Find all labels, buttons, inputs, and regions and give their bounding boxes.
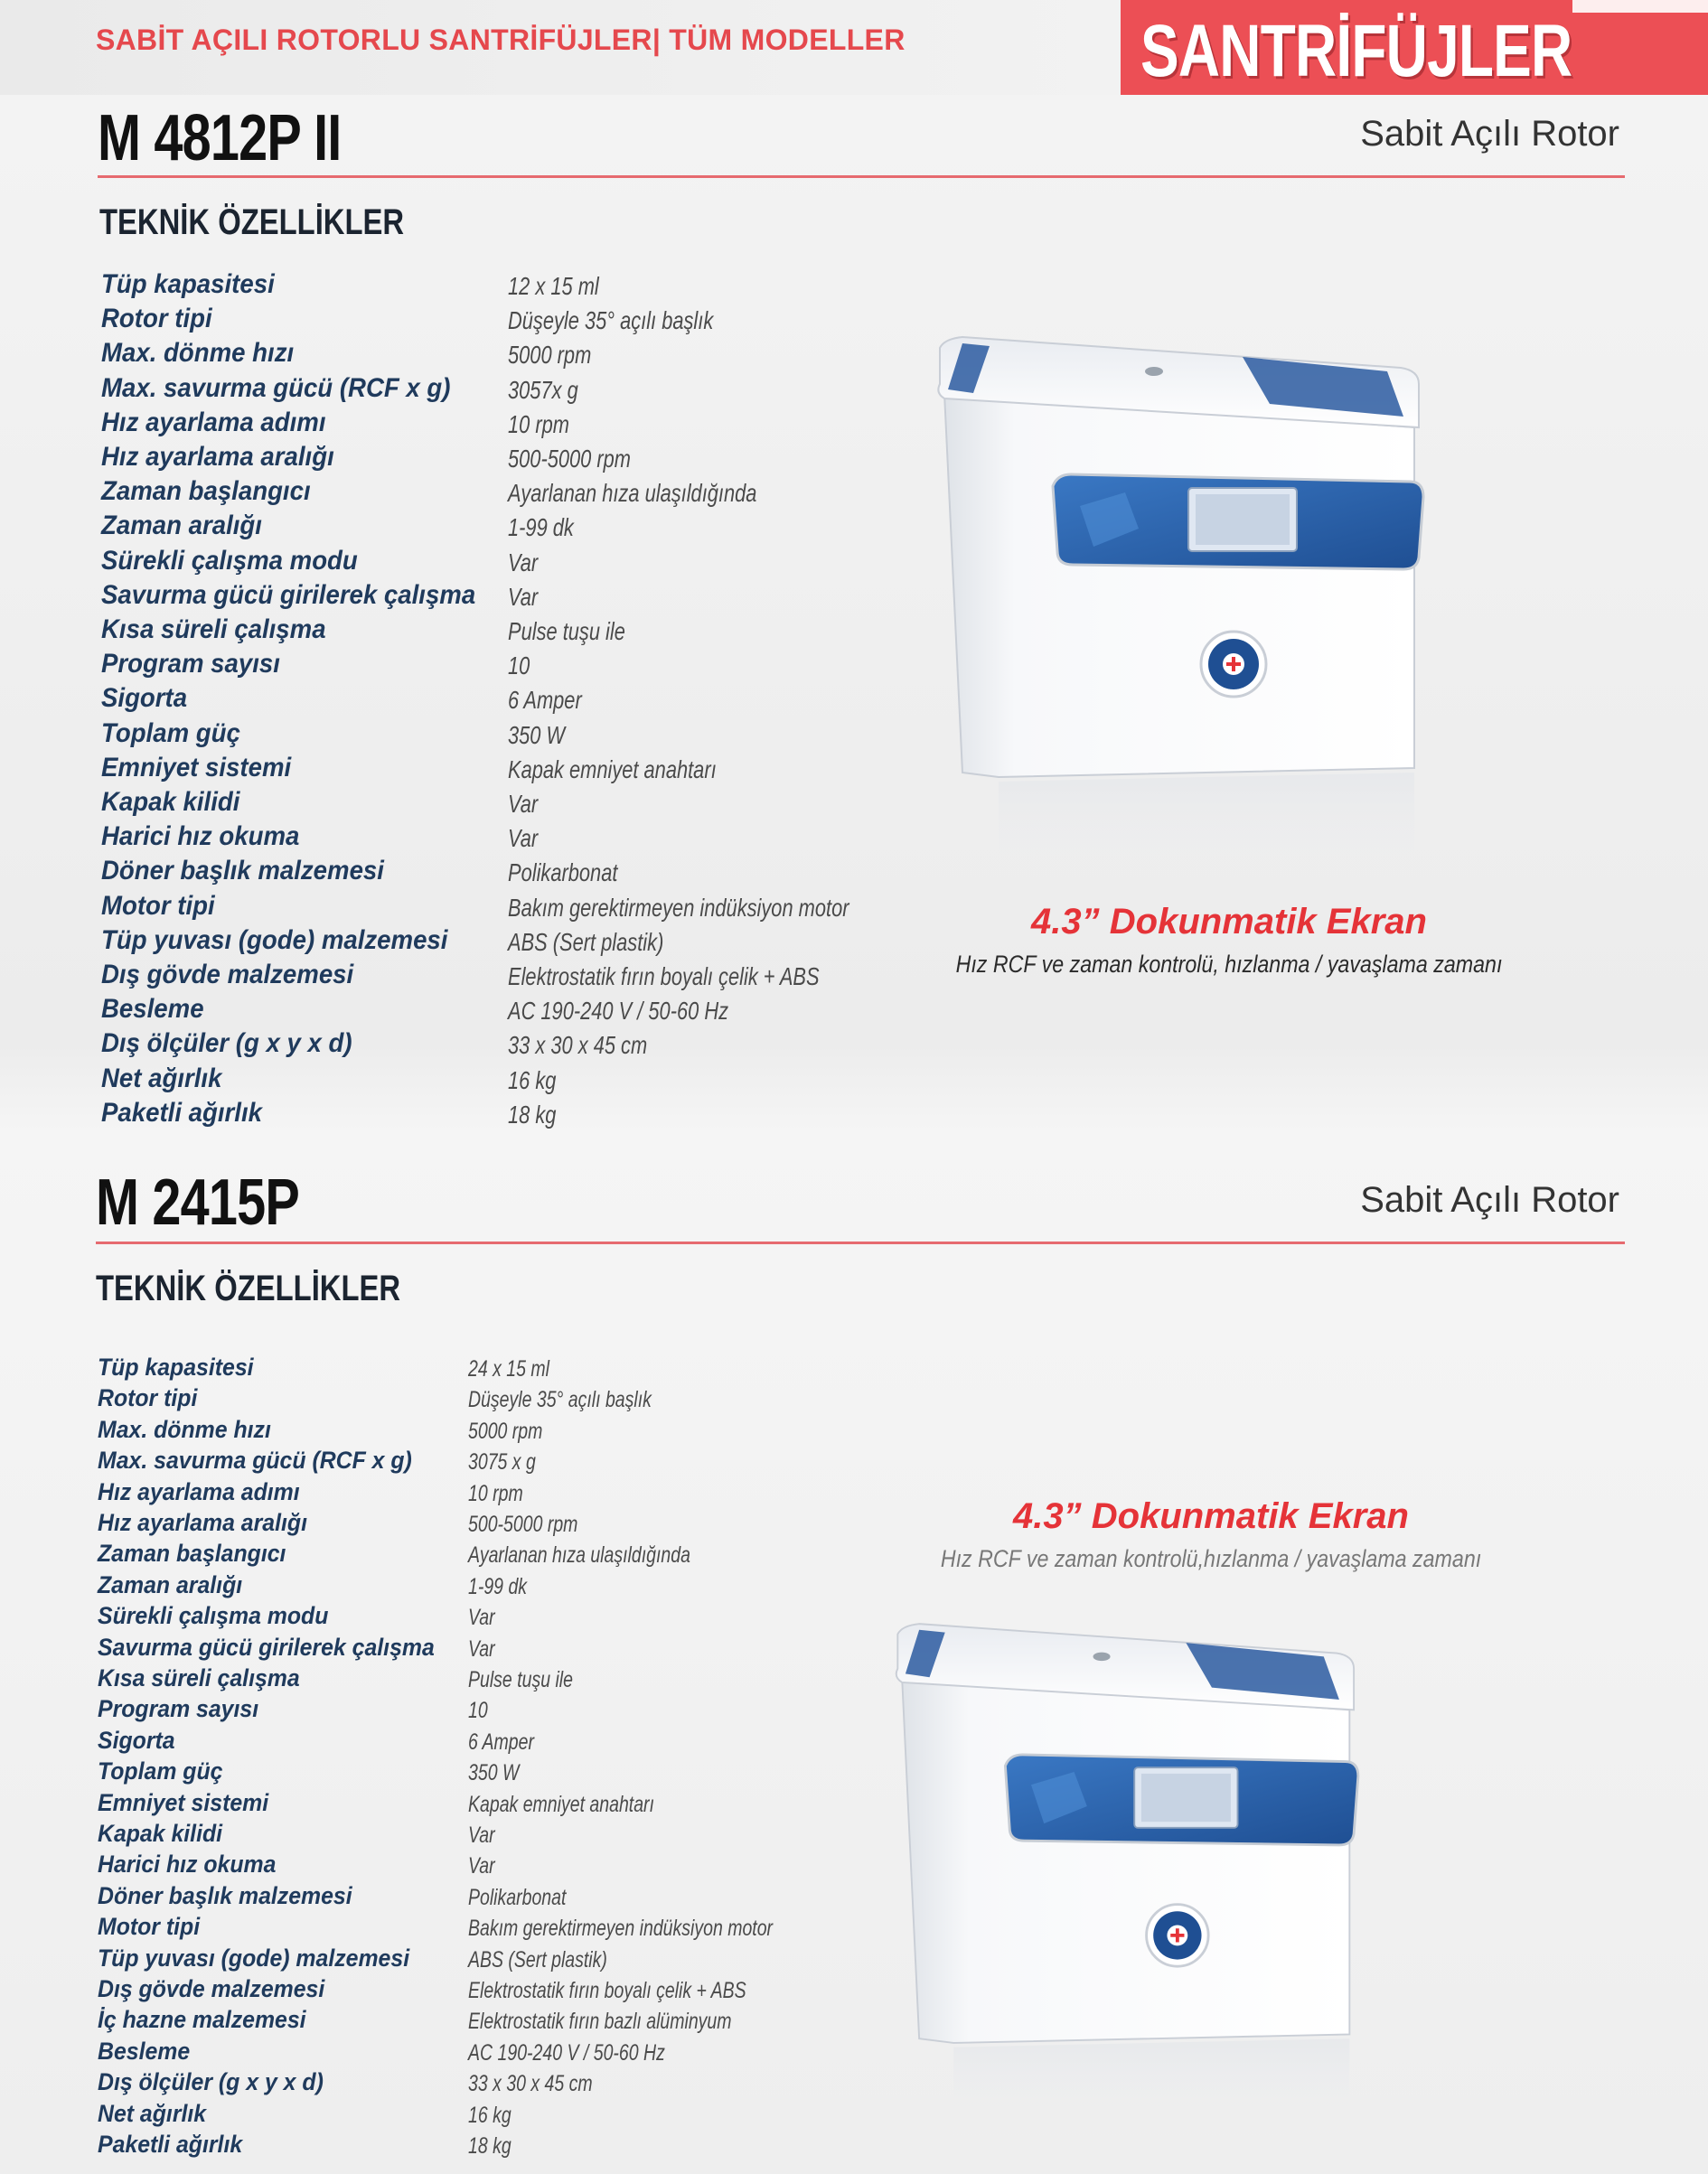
spec-value: 10 rpm (468, 1480, 523, 1506)
spec-value: Var (508, 548, 539, 576)
spec-label: Savurma gücü girilerek çalışma (101, 579, 476, 610)
spec-value: Var (468, 1823, 495, 1848)
spec-value: 5000 rpm (468, 1418, 543, 1444)
spec-label: Sigorta (98, 1726, 175, 1754)
spec-label: Motor tipi (98, 1913, 201, 1941)
spec-label: Sürekli çalışma modu (101, 545, 358, 576)
spec-label: Savurma gücü girilerek çalışma (98, 1633, 435, 1661)
spec-label: Döner başlık malzemesi (98, 1881, 352, 1909)
spec-value: 24 x 15 ml (468, 1356, 549, 1382)
spec-label: Döner başlık malzemesi (101, 856, 384, 886)
spec-label: Rotor tipi (98, 1384, 198, 1412)
spec-label: Tüp kapasitesi (101, 269, 275, 299)
spec-label: Net ağırlık (101, 1063, 222, 1093)
screen-feature-subtitle: Hız RCF ve zaman kontrolü, hızlanma / yavaşlama zamanı (955, 951, 1503, 978)
spec-label: Max. savurma gücü (RCF x g) (98, 1447, 412, 1475)
spec-label: Zaman aralığı (101, 511, 262, 541)
spec-label: Kısa süreli çalışma (101, 614, 326, 644)
spec-label: Rotor tipi (101, 304, 212, 334)
divider-rule (98, 175, 1625, 178)
spec-value: 10 (508, 651, 530, 680)
spec-label: Dış gövde malzemesi (98, 1975, 325, 2002)
spec-value: 10 rpm (508, 409, 569, 438)
spec-label: Dış ölçüler (g x y x d) (101, 1028, 352, 1059)
spec-label: Sürekli çalışma modu (98, 1602, 329, 1630)
spec-value: 5000 rpm (508, 341, 592, 370)
spec-value: 1-99 dk (508, 513, 574, 542)
spec-label: Paketli ağırlık (98, 2131, 243, 2158)
spec-value: Elektrostatik fırın boyalı çelik + ABS (508, 962, 820, 990)
spec-value: 350 W (508, 720, 566, 749)
spec-label: Harici hız okuma (101, 821, 300, 852)
spec-value: Pulse tuşu ile (468, 1667, 573, 1692)
spec-label: Tüp kapasitesi (98, 1354, 254, 1381)
spec-label: Program sayısı (101, 649, 280, 679)
spec-value: 16 kg (468, 2102, 511, 2128)
spec-value: 33 x 30 x 45 cm (468, 2071, 593, 2097)
spec-label: Kapak kilidi (98, 1820, 223, 1847)
spec-label: Toplam güç (98, 1757, 223, 1785)
spec-label: Harici hız okuma (98, 1851, 277, 1879)
spec-label: Program sayısı (98, 1695, 259, 1723)
spec-value: Polikarbonat (508, 858, 618, 887)
spec-label: Zaman aralığı (98, 1570, 243, 1598)
spec-value: 18 kg (508, 1100, 557, 1129)
spec-label: Dış gövde malzemesi (101, 960, 354, 989)
spec-value: Var (468, 1853, 495, 1879)
spec-value: Bakım gerektirmeyen indüksiyon motor (468, 1916, 774, 1942)
brand-title: SANTRİFÜJLER (1140, 10, 1572, 92)
spec-label: Tüp yuvası (gode) malzemesi (98, 1944, 410, 1972)
spec-value: 1-99 dk (468, 1573, 528, 1599)
spec-value: 10 (468, 1698, 488, 1724)
spec-label: Kapak kilidi (101, 787, 240, 817)
spec-value: 18 kg (468, 2133, 511, 2159)
spec-value: 3075 x g (468, 1449, 536, 1476)
model-title: M 2415P (96, 1167, 299, 1239)
spec-value: Var (508, 824, 539, 853)
spec-label: Net ağırlık (98, 2099, 207, 2127)
spec-label: Zaman başlangıcı (98, 1540, 286, 1568)
spec-value: Var (468, 1635, 495, 1662)
spec-value: Bakım gerektirmeyen indüksiyon motor (508, 893, 849, 922)
spec-value: 500-5000 rpm (468, 1512, 578, 1537)
category-heading: SABİT AÇILI ROTORLU SANTRİFÜJLER| TÜM MODELLER (96, 23, 906, 56)
spec-label: Max. dönme hızı (101, 338, 295, 369)
spec-label: Hız ayarlama aralığı (101, 442, 334, 472)
rotor-type-label: Sabit Açılı Rotor (1360, 114, 1619, 154)
spec-label: İç hazne malzemesi (98, 2006, 306, 2034)
spec-label: Hız ayarlama adımı (101, 407, 326, 437)
centrifuge-image (908, 321, 1478, 890)
spec-value: AC 190-240 V / 50-60 Hz (468, 2039, 665, 2066)
spec-label: Zaman başlangıcı (101, 476, 311, 507)
spec-value: Var (468, 1605, 495, 1631)
spec-value: Düşeyle 35° açılı başlık (468, 1387, 652, 1413)
spec-value: 33 x 30 x 45 cm (508, 1031, 648, 1060)
spec-value: Ayarlanan hıza ulaşıldığında (508, 479, 757, 508)
spec-value: Var (508, 582, 539, 611)
spec-value: AC 190-240 V / 50-60 Hz (508, 997, 729, 1026)
spec-value: 16 kg (508, 1065, 557, 1094)
spec-label: Emniyet sistemi (101, 752, 292, 782)
spec-label: Tüp yuvası (gode) malzemesi (101, 924, 448, 955)
spec-label: Max. savurma gücü (RCF x g) (101, 372, 451, 403)
spec-label: Hız ayarlama adımı (98, 1477, 300, 1505)
spec-label: Emniyet sistemi (98, 1788, 269, 1816)
spec-label: Besleme (101, 994, 204, 1025)
spec-label: Paketli ağırlık (101, 1097, 262, 1128)
spec-label: Besleme (98, 2037, 191, 2065)
spec-value: Düşeyle 35° açılı başlık (508, 306, 714, 335)
spec-value: 6 Amper (468, 1729, 534, 1755)
spec-value: 350 W (468, 1760, 520, 1786)
spec-value: Polikarbonat (468, 1884, 567, 1910)
screen-feature-title: 4.3” Dokunmatik Ekran (1013, 1496, 1409, 1536)
spec-label: Max. dönme hızı (98, 1415, 271, 1443)
screen-feature-subtitle: Hız RCF ve zaman kontrolü,hızlanma / yavaşlama zamanı (940, 1545, 1482, 1572)
specs-heading: TEKNİK ÖZELLİKLER (96, 1269, 401, 1308)
model-title: M 4812P II (98, 102, 342, 174)
spec-value: 6 Amper (508, 686, 582, 715)
brand-tab-highlight (1572, 0, 1708, 13)
spec-label: Kısa süreli çalışma (98, 1664, 300, 1691)
spec-label: Motor tipi (101, 890, 215, 921)
spec-value: Elektrostatik fırın bazlı alüminyum (468, 2009, 732, 2035)
divider-rule (96, 1242, 1625, 1244)
spec-value: Ayarlanan hıza ulaşıldığında (468, 1542, 690, 1569)
spec-value: ABS (Sert plastik) (468, 1946, 607, 1973)
spec-value: Var (508, 790, 539, 818)
specs-heading: TEKNİK ÖZELLİKLER (99, 202, 405, 242)
spec-label: Toplam güç (101, 717, 240, 748)
rotor-type-label: Sabit Açılı Rotor (1360, 1180, 1619, 1220)
spec-label: Hız ayarlama aralığı (98, 1509, 307, 1536)
spec-value: 500-5000 rpm (508, 445, 631, 473)
spec-value: Kapak emniyet anahtarı (508, 754, 717, 783)
spec-value: Kapak emniyet anahtarı (468, 1791, 654, 1817)
spec-label: Sigorta (101, 683, 188, 714)
spec-value: 12 x 15 ml (508, 272, 599, 300)
centrifuge-image (868, 1608, 1410, 2151)
screen-feature-title: 4.3” Dokunmatik Ekran (1031, 902, 1427, 942)
spec-label: Dış ölçüler (g x y x d) (98, 2068, 324, 2096)
spec-value: Pulse tuşu ile (508, 617, 625, 645)
spec-value: Elektrostatik fırın boyalı çelik + ABS (468, 1978, 746, 2003)
spec-value: ABS (Sert plastik) (508, 927, 664, 956)
spec-value: 3057x g (508, 375, 578, 404)
